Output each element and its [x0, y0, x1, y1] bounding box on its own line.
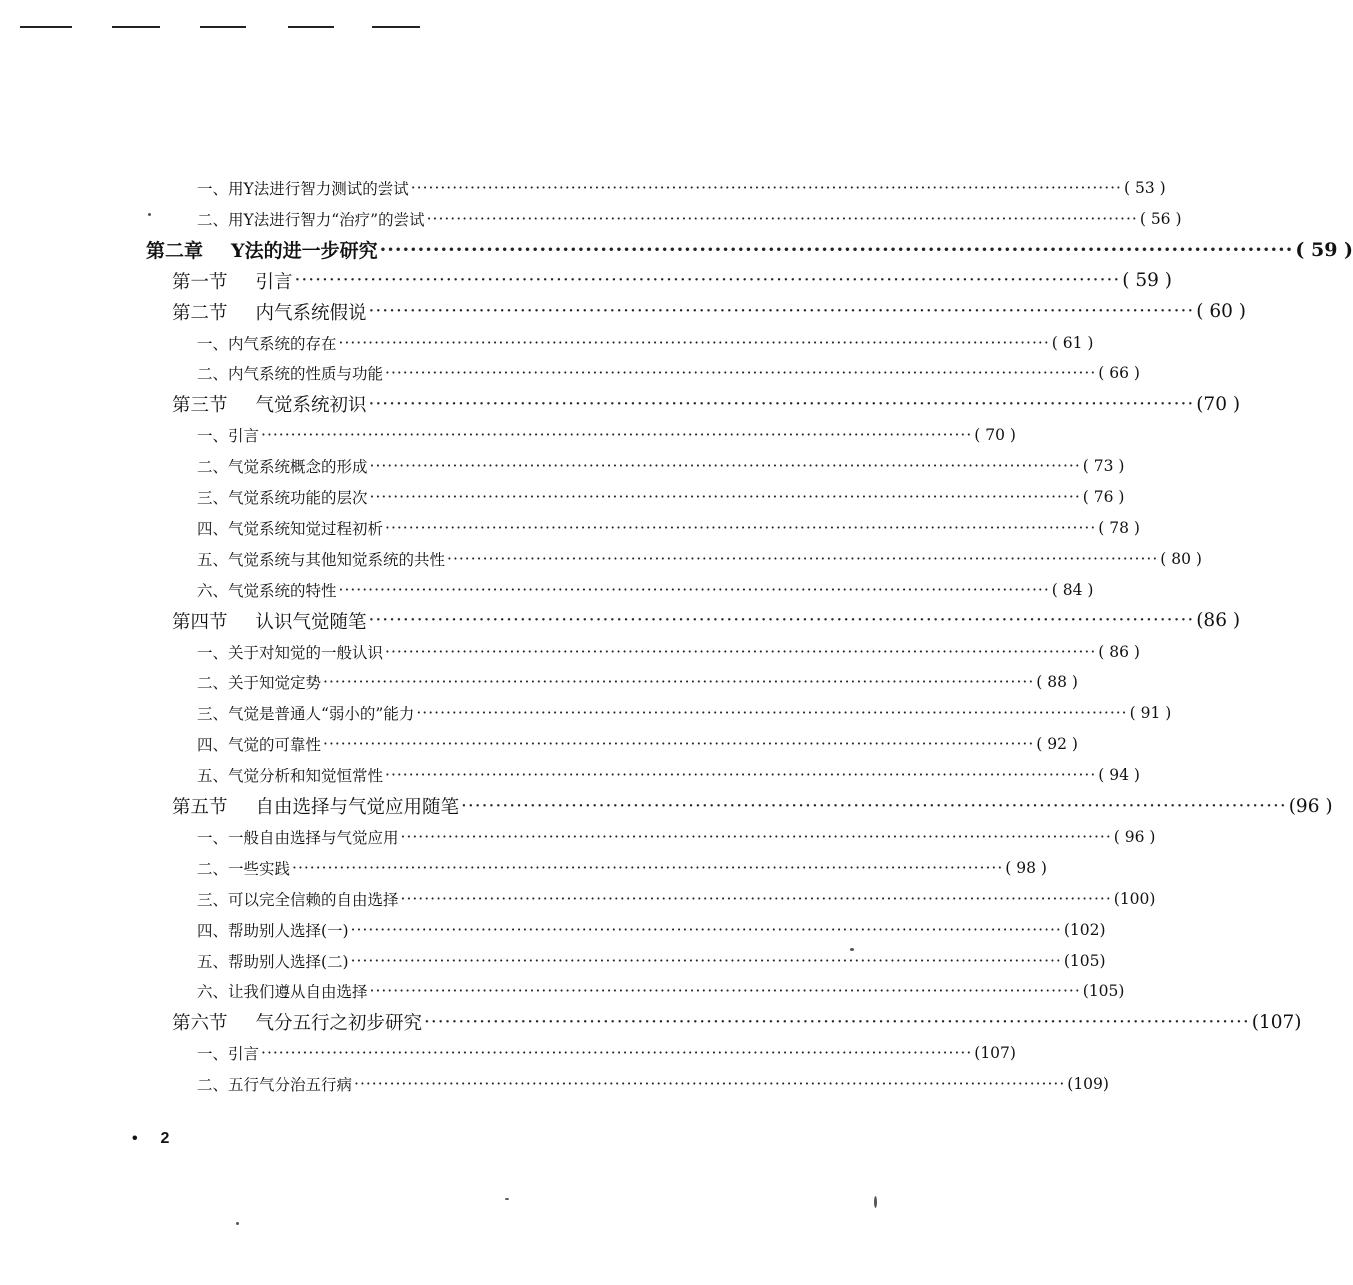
toc-entry	[197, 667, 1078, 697]
scan-speck	[505, 1198, 509, 1200]
toc-entry-page: ( 88 )	[1036, 673, 1078, 692]
toc-entry-title	[197, 455, 368, 477]
toc-leader-dots: ························································································································	[350, 920, 1062, 939]
toc-entry-title	[172, 299, 367, 325]
toc-leader-dots: ························································································································	[385, 642, 1097, 661]
toc-entry	[197, 760, 1140, 790]
toc-entry-page: (102)	[1063, 920, 1106, 939]
toc-entry	[197, 575, 1094, 605]
toc-entry-title	[197, 671, 321, 693]
toc-entry-page: ( 61 )	[1051, 333, 1094, 352]
toc-entry-title	[197, 733, 321, 755]
toc-entry-label: 第三节	[172, 395, 228, 417]
toc-entry-page: ( 78 )	[1098, 518, 1140, 537]
toc-entry-title	[197, 980, 368, 1002]
page-number	[132, 1130, 169, 1148]
toc-entry-title-text: 认识气觉随笔	[255, 611, 367, 633]
toc-leader-dots: ························································································································	[368, 301, 1195, 323]
toc-entry	[197, 853, 1047, 883]
toc-entry-title	[197, 177, 409, 199]
toc-entry	[197, 482, 1125, 512]
toc-entry	[197, 451, 1125, 481]
toc-entry-label: 第六节	[172, 1013, 228, 1035]
toc-entry-label: 第四节	[172, 611, 228, 633]
toc-entry-title-text: 二、五行气分治五行病	[197, 1076, 353, 1095]
toc-leader-dots: ························································································································	[350, 951, 1062, 970]
toc-entry-title	[197, 424, 259, 446]
toc-entry-title-text: Y法的进一步研究	[231, 240, 378, 263]
toc-leader-dots: ························································································································	[292, 858, 1004, 877]
toc-entry-title-text: 一、内气系统的存在	[197, 334, 337, 353]
toc-entry-label: 第二节	[172, 302, 228, 324]
toc-entry	[172, 297, 1246, 327]
toc-entry-title-text: 一、一般自由选择与气觉应用	[197, 828, 399, 847]
toc-leader-dots: ························································································································	[323, 735, 1035, 754]
toc-leader-dots: ························································································································	[385, 766, 1097, 785]
toc-leader-dots: ························································································································	[294, 270, 1121, 292]
toc-entry	[146, 235, 1353, 265]
toc-entry-label: 第一节	[172, 271, 228, 293]
toc-entry	[197, 698, 1172, 728]
toc-entry-title	[197, 764, 383, 786]
toc-leader-dots: ························································································································	[447, 549, 1159, 568]
toc-entry-page: (107)	[1251, 1011, 1302, 1033]
toc-entry-title-text: 自由选择与气觉应用随笔	[255, 797, 460, 818]
toc-leader-dots: ························································································································	[368, 393, 1195, 415]
toc-entry-page: ( 70 )	[974, 426, 1016, 445]
toc-entry	[197, 173, 1166, 203]
scan-speck	[874, 1196, 877, 1208]
toc-entry-title-text: 三、可以完全信赖的自由选择	[197, 890, 399, 909]
toc-entry-title-text: 五、帮助别人选择(二)	[197, 952, 349, 971]
toc-entry-title	[197, 1042, 259, 1064]
toc-entry-page: ( 91 )	[1129, 704, 1172, 723]
toc-entry	[197, 513, 1140, 543]
toc-entry	[172, 606, 1241, 636]
toc-leader-dots: ························································································································	[400, 889, 1112, 908]
toc-entry-page: (100)	[1113, 889, 1156, 908]
toc-leader-dots: ························································································································	[385, 518, 1097, 537]
toc-entry-page: (107)	[974, 1044, 1016, 1063]
toc-entry-title	[197, 332, 337, 354]
toc-entry-title-text: 四、帮助别人选择(一)	[197, 921, 349, 940]
toc-entry-title	[146, 236, 378, 263]
toc-entry-title-text: 一、引言	[197, 1045, 260, 1064]
toc-entry-title-text: 二、用Y法进行智力“治疗”的尝试	[197, 210, 425, 229]
toc-entry-page: ( 59 )	[1122, 270, 1172, 292]
toc-entry	[197, 204, 1182, 234]
toc-entry	[172, 389, 1241, 419]
toc-leader-dots: ························································································································	[261, 1044, 973, 1063]
scan-speck	[850, 948, 854, 951]
toc-entry-title-text: 内气系统假说	[255, 302, 367, 324]
toc-entry-title	[172, 1009, 422, 1035]
toc-entry-title-text: 三、气觉是普通人“弱小的”能力	[197, 705, 415, 724]
toc-leader-dots: ························································································································	[400, 827, 1112, 846]
toc-entry-page: (109)	[1067, 1075, 1109, 1094]
toc-entry-title	[197, 702, 414, 724]
toc-entry-page: ( 98 )	[1005, 858, 1047, 877]
toc-entry-page: ( 92 )	[1036, 735, 1078, 754]
toc-leader-dots: ························································································································	[426, 209, 1138, 228]
toc-entry-page: ( 60 )	[1196, 301, 1246, 323]
toc-entry-title	[172, 608, 367, 634]
toc-entry	[197, 420, 1016, 450]
toc-entry-title-text: 二、一些实践	[197, 859, 291, 878]
top-rule-lines	[0, 26, 910, 30]
toc-entry-title-text: 四、气觉的可靠性	[197, 736, 322, 755]
toc-entry	[197, 1038, 1016, 1068]
scan-speck	[236, 1222, 239, 1225]
toc-entry	[197, 915, 1106, 945]
toc-entry-page: ( 96 )	[1113, 827, 1156, 846]
toc-entry-title	[197, 362, 383, 384]
toc-entry-title	[197, 548, 445, 570]
toc-entry-title	[197, 950, 349, 972]
toc-entry-title	[197, 826, 399, 848]
toc-leader-dots: ························································································································	[461, 795, 1287, 817]
toc-entry-page: (96 )	[1288, 795, 1333, 817]
toc-entry-label: 第二章	[146, 240, 204, 263]
toc-entry-title-text: 引言	[255, 271, 293, 293]
toc-entry-page: ( 86 )	[1098, 642, 1140, 661]
toc-entry-title-text: 气觉系统初识	[255, 395, 367, 417]
page-bullet: •	[132, 1130, 138, 1147]
toc-leader-dots: ························································································································	[323, 673, 1035, 692]
toc-entry-page: (70 )	[1196, 393, 1241, 415]
toc-entry	[172, 1007, 1302, 1037]
toc-leader-dots: ························································································································	[369, 982, 1081, 1001]
toc-leader-dots: ························································································································	[385, 364, 1097, 383]
toc-entry-title-text: 二、内气系统的性质与功能	[197, 365, 384, 384]
toc-entry-title-text: 六、让我们遵从自由选择	[197, 983, 368, 1002]
toc-entry-title	[197, 857, 290, 879]
toc-leader-dots: ························································································································	[369, 457, 1081, 476]
toc-entry-title	[172, 268, 293, 294]
toc-entry-title	[172, 391, 367, 417]
toc-entry-title-text: 五、气觉系统与其他知觉系统的共性	[197, 550, 446, 569]
toc-entry-page: (105)	[1063, 951, 1106, 970]
toc-entry-title-text: 二、气觉系统概念的形成	[197, 458, 368, 477]
toc-leader-dots: ························································································································	[424, 1011, 1250, 1033]
toc-entry-title-text: 一、关于对知觉的一般认识	[197, 643, 384, 662]
toc-entry-page: (86 )	[1196, 610, 1241, 632]
toc-entry	[197, 637, 1140, 667]
toc-entry-title-text: 三、气觉系统功能的层次	[197, 489, 368, 507]
toc-entry-title	[197, 579, 337, 601]
toc-entry-page: ( 73 )	[1082, 457, 1125, 476]
toc-entry-page: ( 66 )	[1098, 364, 1140, 383]
toc-entry	[197, 946, 1106, 976]
page-number-value: 2	[160, 1130, 170, 1147]
toc-leader-dots: ························································································································	[338, 580, 1050, 599]
toc-entry-page: ( 76 )	[1082, 488, 1125, 506]
toc-leader-dots: ························································································································	[261, 426, 973, 445]
toc-entry-title	[197, 641, 383, 663]
toc-leader-dots: ························································································································	[379, 238, 1294, 261]
toc-leader-dots: ························································································································	[410, 179, 1122, 197]
toc-entry-page: (105)	[1082, 982, 1125, 1001]
toc-entry-title-text: 二、关于知觉定势	[197, 674, 322, 693]
toc-entry	[197, 884, 1156, 914]
toc-entry-title	[197, 208, 425, 230]
toc-leader-dots: ························································································································	[416, 704, 1128, 723]
toc-entry-label: 第五节	[172, 797, 228, 818]
toc-entry	[197, 328, 1094, 358]
toc-entry	[197, 1069, 1109, 1099]
toc-entry-title	[172, 793, 459, 819]
toc-entry-page: ( 94 )	[1098, 766, 1140, 785]
toc-entry-title-text: 气分五行之初步研究	[255, 1013, 423, 1035]
toc-entry-page: ( 84 )	[1051, 580, 1094, 599]
toc-entry-title	[197, 888, 399, 910]
toc-entry-title-text: 一、引言	[197, 427, 260, 446]
toc-entry	[197, 976, 1125, 1006]
toc-leader-dots: ························································································································	[369, 488, 1081, 506]
toc-entry-page: ( 56 )	[1139, 209, 1182, 228]
toc-entry	[197, 729, 1078, 759]
toc-leader-dots: ························································································································	[338, 333, 1050, 352]
toc-entry-title-text: 五、气觉分析和知觉恒常性	[197, 767, 384, 786]
toc-entry	[197, 822, 1156, 852]
toc-entry	[172, 266, 1172, 296]
toc-entry-title	[197, 517, 383, 539]
toc-entry	[172, 791, 1333, 821]
toc-leader-dots: ························································································································	[368, 610, 1195, 632]
scan-speck	[148, 213, 151, 216]
toc-entry	[197, 544, 1202, 574]
toc-entry-title-text: 四、气觉系统知觉过程初析	[197, 519, 384, 538]
toc-entry-title-text: 六、气觉系统的特性	[197, 581, 337, 600]
toc-entry-title	[197, 486, 368, 508]
toc-entry-title	[197, 919, 349, 941]
toc-entry-page: ( 59 )	[1295, 238, 1353, 261]
toc-entry-page: ( 80 )	[1160, 549, 1202, 568]
toc-leader-dots: ························································································································	[354, 1075, 1066, 1094]
toc-entry-title	[197, 1073, 352, 1095]
toc-entry	[197, 358, 1140, 388]
toc-entry-title-text: 一、用Y法进行智力测试的尝试	[197, 180, 409, 198]
toc-entry-page: ( 53 )	[1123, 179, 1166, 197]
